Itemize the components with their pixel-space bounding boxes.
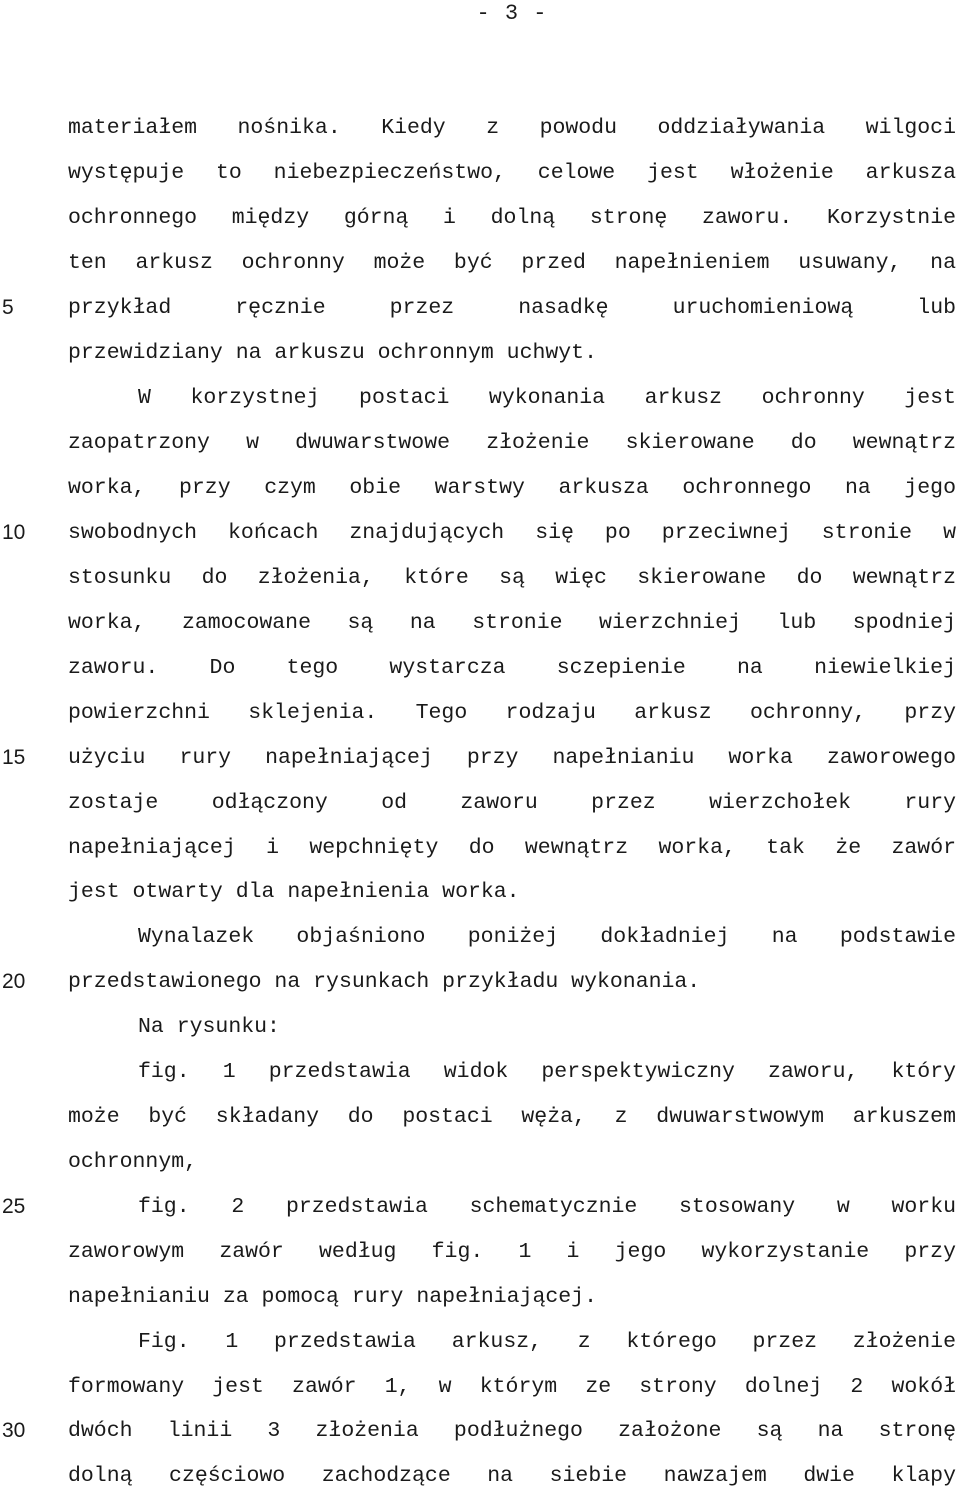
line-number-20: 20: [2, 970, 26, 993]
text-line: fig. 2 przedstawia schematycznie stosowany w worku: [138, 1195, 956, 1219]
text-line: napełnianiu za pomocą rury napełniającej.: [68, 1285, 597, 1309]
text-line: zaworowym zawór według fig. 1 i jego wykorzystanie przy: [68, 1240, 956, 1264]
text-line: zostaje odłączony od zaworu przez wierzchołek rury: [68, 791, 956, 815]
text-line: ochronnym,: [68, 1150, 198, 1174]
text-line: zaopatrzony w dwuwarstwowe złożenie skierowane do wewnątrz: [68, 431, 956, 455]
text-line: swobodnych końcach znajdujących się po przeciwnej stronie w: [68, 521, 956, 545]
text-line: dwóch linii 3 złożenia podłużnego założone są na stronę: [68, 1419, 956, 1443]
text-line: fig. 1 przedstawia widok perspektywiczny zaworu, który: [138, 1060, 956, 1084]
line-number-5: 5: [2, 296, 14, 319]
line-number-25: 25: [2, 1195, 26, 1218]
text-line: W korzystnej postaci wykonania arkusz ochronny jest: [138, 386, 956, 410]
text-line: formowany jest zawór 1, w którym ze strony dolnej 2 wokół: [68, 1375, 956, 1399]
text-line: zaworu. Do tego wystarcza sczepienie na niewielkiej: [68, 656, 956, 680]
text-line: może być składany do postaci węża, z dwuwarstwowym arkuszem: [68, 1105, 956, 1129]
line-number-15: 15: [2, 746, 26, 769]
text-line: powierzchni sklejenia. Tego rodzaju arkusz ochronny, przy: [68, 701, 956, 725]
text-line: użyciu rury napełniającej przy napełnianiu worka zaworowego: [68, 746, 956, 770]
text-line: przewidziany na arkuszu ochronnym uchwyt.: [68, 341, 597, 365]
text-line: jest otwarty dla napełnienia worka.: [68, 880, 520, 904]
text-line: Fig. 1 przedstawia arkusz, z którego przez złożenie: [138, 1330, 956, 1354]
text-line: dolną częściowo zachodzące na siebie nawzajem dwie klapy: [68, 1464, 956, 1488]
text-line: Wynalazek objaśniono poniżej dokładniej na podstawie: [138, 925, 956, 949]
text-line: stosunku do złożenia, które są więc skierowane do wewnątrz: [68, 566, 956, 590]
line-number-10: 10: [2, 521, 26, 544]
text-line: napełniającej i wepchnięty do wewnątrz worka, tak że zawór: [68, 836, 956, 860]
line-number-30: 30: [2, 1419, 26, 1442]
text-line: Na rysunku:: [138, 1015, 280, 1039]
text-line: worka, przy czym obie warstwy arkusza ochronnego na jego: [68, 476, 956, 500]
text-line: występuje to niebezpieczeństwo, celowe jest włożenie arkusza: [68, 161, 956, 185]
text-line: ten arkusz ochronny może być przed napełnieniem usuwany, na: [68, 251, 956, 275]
page-number: - 3 -: [476, 1, 548, 26]
text-line: ochronnego między górną i dolną stronę zaworu. Korzystnie: [68, 206, 956, 230]
text-line: przedstawionego na rysunkach przykładu wykonania.: [68, 970, 701, 994]
text-line: przykład ręcznie przez nasadkę uruchomieniową lub: [68, 296, 956, 320]
text-line: materiałem nośnika. Kiedy z powodu oddziaływania wilgoci: [68, 116, 956, 140]
text-line: worka, zamocowane są na stronie wierzchniej lub spodniej: [68, 611, 956, 635]
